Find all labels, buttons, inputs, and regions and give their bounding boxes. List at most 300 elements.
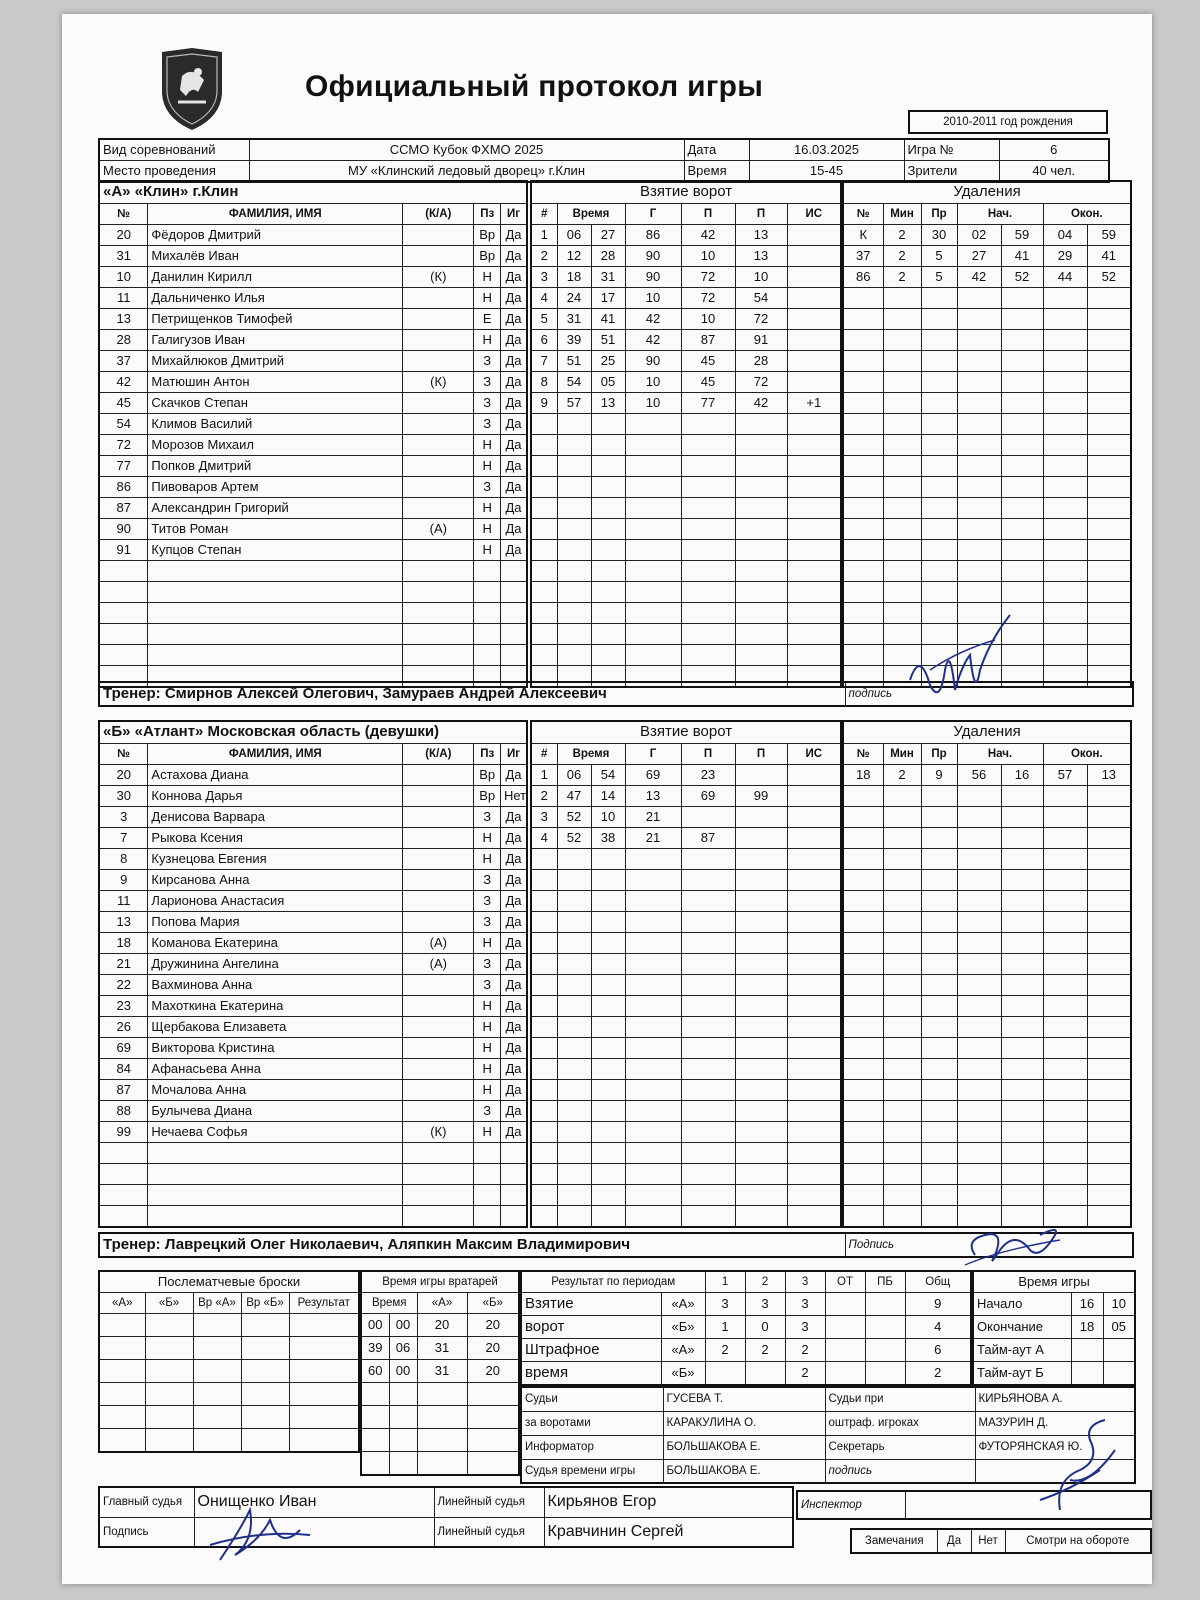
goal-second xyxy=(591,995,625,1016)
player-position: З xyxy=(474,392,500,413)
goal-index xyxy=(531,413,557,434)
period-row xyxy=(521,1316,971,1339)
penalty-minutes: 2 xyxy=(883,764,921,785)
goal-judge-1: ГУСЕВА Т. xyxy=(663,1387,825,1411)
col-pen_min: Мин xyxy=(883,743,921,764)
team_a-col-name: ФАМИЛИЯ, ИМЯ xyxy=(148,203,403,224)
player-role: (А) xyxy=(403,932,474,953)
period-row xyxy=(521,1339,971,1362)
goal-row xyxy=(531,1016,841,1037)
penalty-start-min xyxy=(957,1163,1001,1184)
penalty-end-sec xyxy=(1087,1142,1131,1163)
goal-assist-1: 42 xyxy=(681,224,735,245)
player-role xyxy=(403,869,474,890)
goal-minute xyxy=(557,518,591,539)
goal-scorer xyxy=(625,602,681,623)
spectators-value: 40 чел. xyxy=(999,161,1109,183)
player-position: Н xyxy=(474,932,500,953)
goal-index xyxy=(531,869,557,890)
penalty-end-min: 44 xyxy=(1043,266,1087,287)
penalty-end-min: 04 xyxy=(1043,224,1087,245)
competition-label: Вид соревнований xyxy=(99,139,249,161)
penalty-reason xyxy=(921,953,957,974)
goal-second xyxy=(591,1037,625,1058)
period-ot xyxy=(825,1339,865,1362)
officials-table xyxy=(520,1386,1136,1484)
team_b-col-name: ФАМИЛИЯ, ИМЯ xyxy=(148,743,403,764)
player-played: Да xyxy=(500,848,527,869)
game-start-label: Начало xyxy=(973,1293,1071,1316)
goal-row xyxy=(531,1184,841,1205)
penalty-reason xyxy=(921,623,957,644)
player-position xyxy=(474,581,500,602)
penalty-end-min xyxy=(1043,1142,1087,1163)
goal-row xyxy=(531,392,841,413)
penalty-end-sec xyxy=(1087,1100,1131,1121)
goal-minute: 31 xyxy=(557,308,591,329)
penalty-end-min xyxy=(1043,848,1087,869)
goalie-change-min: 60 xyxy=(361,1360,389,1383)
goal-situation xyxy=(787,308,841,329)
officials-sign-label: подпись xyxy=(825,1459,975,1483)
player-position: З xyxy=(474,953,500,974)
player-role xyxy=(403,455,474,476)
penalty-minutes xyxy=(883,1184,921,1205)
penalty-reason xyxy=(921,413,957,434)
goal-assist-2 xyxy=(735,1079,787,1100)
player-name: Мочалова Анна xyxy=(148,1079,403,1100)
team_a-sign-label: подпись xyxy=(845,682,1133,706)
penalty-reason xyxy=(921,371,957,392)
player-position xyxy=(474,1163,500,1184)
penalty-end-sec xyxy=(1087,329,1131,350)
player-role xyxy=(403,392,474,413)
penalty-start-sec xyxy=(1001,806,1043,827)
player-played xyxy=(500,581,527,602)
player-row xyxy=(99,329,527,350)
shootout-cell xyxy=(145,1383,193,1406)
penalty-end-sec xyxy=(1087,785,1131,806)
goal-assist-1 xyxy=(681,890,735,911)
col-pen-end: Окон. xyxy=(1043,743,1131,764)
goal-scorer xyxy=(625,1142,681,1163)
player-name: Булычева Диана xyxy=(148,1100,403,1121)
penalty-start-min xyxy=(957,974,1001,995)
penalty-end-min xyxy=(1043,911,1087,932)
col-pen-start: Нач. xyxy=(957,203,1043,224)
player-role xyxy=(403,623,474,644)
goal-minute xyxy=(557,623,591,644)
goal-minute xyxy=(557,1037,591,1058)
player-row xyxy=(99,413,527,434)
goal-minute xyxy=(557,602,591,623)
penalty-start-min xyxy=(957,848,1001,869)
penalty-player xyxy=(843,827,883,848)
player-position xyxy=(474,602,500,623)
player-played: Да xyxy=(500,911,527,932)
goal-second: 10 xyxy=(591,806,625,827)
shootout-cell xyxy=(241,1406,289,1429)
penalty-start-sec: 16 xyxy=(1001,764,1043,785)
player-position: Вр xyxy=(474,245,500,266)
player-role xyxy=(403,644,474,665)
penalty-end-sec: 13 xyxy=(1087,764,1131,785)
penalty-start-sec xyxy=(1001,644,1043,665)
player-played: Да xyxy=(500,806,527,827)
penalty-player xyxy=(843,350,883,371)
penalty-end-sec xyxy=(1087,911,1131,932)
penalty-minutes xyxy=(883,953,921,974)
goal-assist-1 xyxy=(681,455,735,476)
goal-second: 51 xyxy=(591,329,625,350)
penalty-end-min xyxy=(1043,1058,1087,1079)
penalty-end-min xyxy=(1043,827,1087,848)
goal-minute: 06 xyxy=(557,224,591,245)
penalty-minutes xyxy=(883,995,921,1016)
goal-assist-1 xyxy=(681,932,735,953)
shootout-cell xyxy=(145,1429,193,1452)
goal-minute xyxy=(557,995,591,1016)
player-role xyxy=(403,827,474,848)
player-name xyxy=(148,1163,403,1184)
player-row xyxy=(99,1037,527,1058)
goal-assist-1 xyxy=(681,518,735,539)
informer-label: Информатор xyxy=(521,1435,663,1459)
player-position: Вр xyxy=(474,785,500,806)
date-value: 16.03.2025 xyxy=(749,139,904,161)
goal-assist-2 xyxy=(735,1100,787,1121)
penalty-reason xyxy=(921,434,957,455)
team_b-goals-table xyxy=(530,720,842,1228)
penalty-end-sec xyxy=(1087,602,1131,623)
penalty-row xyxy=(843,497,1131,518)
penalty-start-sec xyxy=(1001,560,1043,581)
player-played: Да xyxy=(500,1079,527,1100)
penalty-row xyxy=(843,371,1131,392)
pen-judge-2: МАЗУРИН Д. xyxy=(975,1411,1135,1435)
secretary-label: Секретарь xyxy=(825,1435,975,1459)
goal-minute xyxy=(557,932,591,953)
goalie-a xyxy=(417,1383,467,1406)
goal-situation xyxy=(787,869,841,890)
goal-row xyxy=(531,1205,841,1227)
player-row xyxy=(99,806,527,827)
goal-second: 14 xyxy=(591,785,625,806)
penalty-player xyxy=(843,953,883,974)
goal-assist-1 xyxy=(681,1184,735,1205)
goal-assist-1 xyxy=(681,434,735,455)
penalty-end-min xyxy=(1043,1121,1087,1142)
game-value: 6 xyxy=(999,139,1109,161)
player-number: 54 xyxy=(99,413,148,434)
penalty-minutes xyxy=(883,911,921,932)
goal-second xyxy=(591,413,625,434)
goal-situation xyxy=(787,623,841,644)
player-played: Да xyxy=(500,869,527,890)
goal-row xyxy=(531,287,841,308)
penalty-player xyxy=(843,1121,883,1142)
game-end-label: Окончание xyxy=(973,1316,1071,1339)
penalty-end-min xyxy=(1043,497,1087,518)
penalty-end-sec xyxy=(1087,539,1131,560)
goalie-change-sec xyxy=(389,1406,417,1429)
goal-row xyxy=(531,848,841,869)
shootout-col: «Б» xyxy=(145,1293,193,1314)
team_a-col-num: № xyxy=(99,203,148,224)
player-played: Да xyxy=(500,266,527,287)
penalty-end-sec xyxy=(1087,1163,1131,1184)
goal-index xyxy=(531,1163,557,1184)
player-played: Да xyxy=(500,1037,527,1058)
goal-row xyxy=(531,1100,841,1121)
shootout-cell xyxy=(145,1406,193,1429)
player-number: 45 xyxy=(99,392,148,413)
player-name: Нечаева Софья xyxy=(148,1121,403,1142)
goal-scorer xyxy=(625,1037,681,1058)
player-row xyxy=(99,266,527,287)
goalie-col-b: «Б» xyxy=(467,1293,519,1314)
penalty-minutes xyxy=(883,869,921,890)
penalty-minutes xyxy=(883,623,921,644)
inspector-table xyxy=(796,1490,1152,1520)
goal-index: 6 xyxy=(531,329,557,350)
referees-table xyxy=(98,1486,794,1548)
player-number: 69 xyxy=(99,1037,148,1058)
goal-second xyxy=(591,1100,625,1121)
time-value: 15-45 xyxy=(749,161,904,183)
penalty-end-sec xyxy=(1087,413,1131,434)
penalty-minutes xyxy=(883,287,921,308)
penalty-reason xyxy=(921,1184,957,1205)
penalty-minutes xyxy=(883,581,921,602)
goal-assist-1 xyxy=(681,560,735,581)
penalty-player xyxy=(843,392,883,413)
shootout-cell xyxy=(241,1383,289,1406)
player-row xyxy=(99,1079,527,1100)
goal-situation xyxy=(787,287,841,308)
player-row xyxy=(99,476,527,497)
period-p1: 1 xyxy=(705,1316,745,1339)
goal-situation xyxy=(787,974,841,995)
goal-index xyxy=(531,644,557,665)
player-played: Да xyxy=(500,224,527,245)
goal-situation xyxy=(787,1184,841,1205)
player-position: Н xyxy=(474,518,500,539)
goal-assist-2: 72 xyxy=(735,371,787,392)
period-team: «А» xyxy=(661,1339,705,1362)
goal-second xyxy=(591,1079,625,1100)
goal-second xyxy=(591,518,625,539)
penalty-start-sec xyxy=(1001,287,1043,308)
goal-second: 38 xyxy=(591,827,625,848)
shootout-cell xyxy=(289,1383,359,1406)
goal-minute xyxy=(557,1058,591,1079)
goal-index xyxy=(531,1058,557,1079)
player-role xyxy=(403,1205,474,1227)
page-title: Официальный протокол игры xyxy=(305,70,764,103)
penalty-minutes xyxy=(883,602,921,623)
goal-situation xyxy=(787,224,841,245)
goal-situation xyxy=(787,890,841,911)
player-row xyxy=(99,1016,527,1037)
period-p2: 3 xyxy=(745,1293,785,1316)
penalty-player xyxy=(843,1184,883,1205)
goal-index xyxy=(531,623,557,644)
goal-minute xyxy=(557,1163,591,1184)
penalty-reason xyxy=(921,995,957,1016)
goal-minute xyxy=(557,848,591,869)
goal-scorer xyxy=(625,932,681,953)
goal-second xyxy=(591,1058,625,1079)
period-row xyxy=(521,1293,971,1316)
shootout-cell xyxy=(145,1314,193,1337)
goal-assist-2 xyxy=(735,1205,787,1227)
shootout-cell xyxy=(99,1360,145,1383)
main-referee-sign-label: Подпись xyxy=(99,1517,194,1547)
player-played: Да xyxy=(500,329,527,350)
penalty-minutes xyxy=(883,350,921,371)
goal-index: 9 xyxy=(531,392,557,413)
goal-row xyxy=(531,644,841,665)
goal-assist-1 xyxy=(681,1037,735,1058)
shootout-cell xyxy=(193,1337,241,1360)
penalty-player xyxy=(843,1100,883,1121)
goal-second xyxy=(591,848,625,869)
goal-minute: 12 xyxy=(557,245,591,266)
player-role xyxy=(403,287,474,308)
player-position: З xyxy=(474,371,500,392)
goal-index xyxy=(531,1016,557,1037)
penalty-minutes xyxy=(883,1058,921,1079)
player-name: Матюшин Антон xyxy=(148,371,403,392)
goal-assist-1 xyxy=(681,623,735,644)
goalie-change-min xyxy=(361,1383,389,1406)
pen-judge-1: КИРЬЯНОВА А. xyxy=(975,1387,1135,1411)
player-position: З xyxy=(474,1100,500,1121)
player-played xyxy=(500,560,527,581)
player-played xyxy=(500,602,527,623)
goal-assist-2 xyxy=(735,890,787,911)
penalty-player xyxy=(843,1058,883,1079)
player-name: Галигузов Иван xyxy=(148,329,403,350)
penalty-row xyxy=(843,455,1131,476)
player-role xyxy=(403,224,474,245)
inspector-label: Инспектор xyxy=(797,1491,905,1519)
goal-second xyxy=(591,932,625,953)
goal-index: 1 xyxy=(531,224,557,245)
player-played: Да xyxy=(500,1121,527,1142)
player-played: Да xyxy=(500,476,527,497)
penalty-row xyxy=(843,890,1131,911)
penalty-reason xyxy=(921,392,957,413)
penalty-start-min xyxy=(957,1037,1001,1058)
goal-scorer xyxy=(625,911,681,932)
col-pen_min: Мин xyxy=(883,203,921,224)
penalty-start-min xyxy=(957,329,1001,350)
penalty-end-min xyxy=(1043,623,1087,644)
goal-scorer: 86 xyxy=(625,224,681,245)
penalty-start-min xyxy=(957,392,1001,413)
penalty-minutes xyxy=(883,932,921,953)
goal-row xyxy=(531,1079,841,1100)
goal-situation xyxy=(787,329,841,350)
player-name: Астахова Диана xyxy=(148,764,403,785)
team_a-roster-table xyxy=(98,180,528,688)
penalty-end-sec xyxy=(1087,644,1131,665)
player-number: 30 xyxy=(99,785,148,806)
goal-situation xyxy=(787,413,841,434)
penalty-end-min xyxy=(1043,350,1087,371)
player-number: 31 xyxy=(99,245,148,266)
player-number xyxy=(99,644,148,665)
goal-scorer xyxy=(625,995,681,1016)
goalie-a xyxy=(417,1429,467,1452)
player-row xyxy=(99,848,527,869)
goal-assist-1: 45 xyxy=(681,371,735,392)
goal-situation xyxy=(787,455,841,476)
spectators-label: Зрители xyxy=(904,161,999,183)
goal-scorer: 90 xyxy=(625,245,681,266)
goal-situation xyxy=(787,848,841,869)
secretary: ФУТОРЯНСКАЯ Ю. xyxy=(975,1435,1135,1459)
player-row xyxy=(99,350,527,371)
goal-row xyxy=(531,1142,841,1163)
period-team: «Б» xyxy=(661,1362,705,1385)
goal-row xyxy=(531,869,841,890)
goal-row xyxy=(531,266,841,287)
penalty-end-min xyxy=(1043,974,1087,995)
col-goal_is: ИС xyxy=(787,203,841,224)
goal-row xyxy=(531,602,841,623)
goal-index xyxy=(531,1184,557,1205)
player-role xyxy=(403,245,474,266)
penalty-start-sec xyxy=(1001,953,1043,974)
penalty-start-min xyxy=(957,644,1001,665)
goalie-a: 31 xyxy=(417,1360,467,1383)
goal-situation xyxy=(787,1100,841,1121)
goal-minute xyxy=(557,581,591,602)
player-role xyxy=(403,413,474,434)
penalty-minutes xyxy=(883,1079,921,1100)
penalty-reason xyxy=(921,848,957,869)
player-number xyxy=(99,602,148,623)
timekeeper: БОЛЬШАКОВА Е. xyxy=(663,1459,825,1483)
penalty-reason xyxy=(921,560,957,581)
penalty-start-sec xyxy=(1001,308,1043,329)
penalty-reason xyxy=(921,1142,957,1163)
goalie-time-table xyxy=(360,1270,520,1476)
goal-situation xyxy=(787,1016,841,1037)
goal-second xyxy=(591,602,625,623)
goal-situation xyxy=(787,1163,841,1184)
penalty-row xyxy=(843,539,1131,560)
goal-second xyxy=(591,560,625,581)
goal-assist-1 xyxy=(681,953,735,974)
player-position: Н xyxy=(474,1037,500,1058)
period-row xyxy=(521,1362,971,1385)
team_b-col-pos: Пз xyxy=(474,743,500,764)
goals-label-1: Взятие xyxy=(521,1293,661,1316)
period-total: 9 xyxy=(905,1293,971,1316)
player-row xyxy=(99,392,527,413)
player-position: Н xyxy=(474,1058,500,1079)
penalty-end-min xyxy=(1043,869,1087,890)
player-position: Н xyxy=(474,1121,500,1142)
goal-second xyxy=(591,869,625,890)
goal-second xyxy=(591,581,625,602)
goal-scorer: 21 xyxy=(625,806,681,827)
penalty-row xyxy=(843,764,1131,785)
